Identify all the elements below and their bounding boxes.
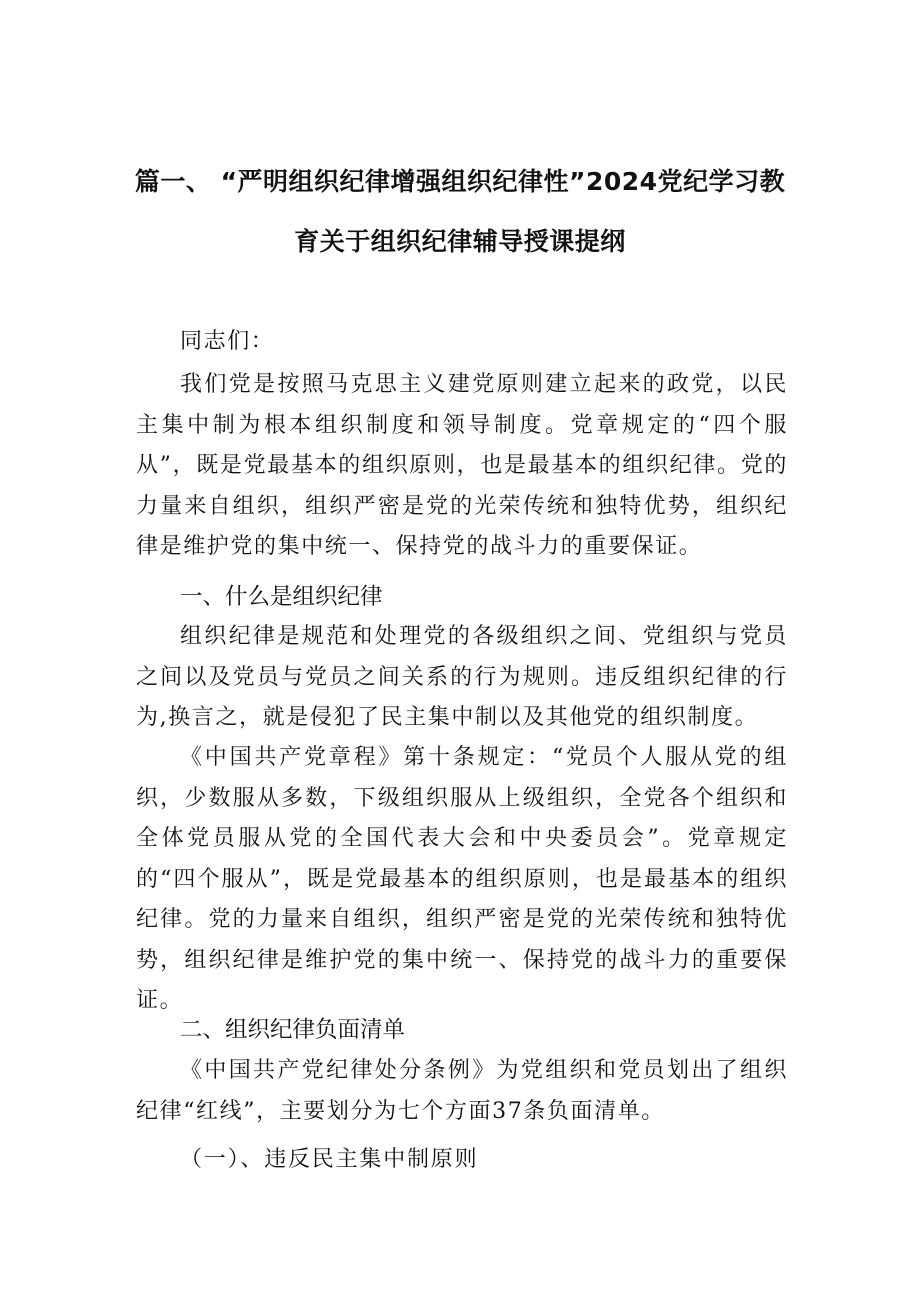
section-1-paragraph-1: 组织纪律是规范和处理党的各级组织之间、党组织与党员之间以及党员与党员之间关系的行为规则。违反组织纪律的行为,换言之，就是侵犯了民主集中制以及其他党的组织制度。	[136, 624, 788, 730]
section-2-heading: 二、组织纪律负面清单	[180, 1017, 406, 1043]
intro-paragraph: 我们党是按照马克思主义建党原则建立起来的政党，以民主集中制为根本组织制度和领导制度。党章规定的“四个服从”，既是党最基本的组织原则，也是最基本的组织纪律。党的力量来自组织，组织严密是党的光荣传统和独特优势，组织纪律是维护党的集中统一、保持党的战斗力的重要保证。	[136, 372, 788, 559]
document-title-line-1: 篇一、 “严明组织纪律增强组织纪律性”2024党纪学习教	[134, 167, 786, 196]
document-title-line-2: 育关于组织纪律辅导授课提纲	[294, 227, 626, 256]
section-2-heading-block	[136, 1010, 788, 1051]
section-2-subheading-1: （一）、违反民主集中制原则	[180, 1147, 479, 1172]
salutation-block	[136, 322, 788, 363]
salutation: 同志们：	[180, 329, 275, 354]
section-2-sub-1-block	[136, 1140, 788, 1181]
section-1-paragraph-2: 《中国共产党章程》第十条规定：“党员个人服从党的组织，少数服从多数，下级组织服从上级组织，全党各个组织和全体党员服从党的全国代表大会和中央委员会”。党章规定的“四个服从”，既是党最基本的组织原则，也是最基本的组织纪律。党的力量来自组织，组织严密是党的光荣传统和独特优势，组织纪律是维护党的集中统一、保持党的战斗力的重要保证。	[136, 745, 788, 1013]
section-2-paragraph-1: 《中国共产党纪律处分条例》为党组织和党员划出了组织纪律“红线”，主要划分为七个方面37条负面清单。	[136, 1058, 788, 1124]
section-2-para-1-block	[136, 1051, 788, 1132]
section-1-para-2-block	[136, 738, 788, 1022]
intro-block	[136, 365, 788, 568]
section-1-heading-block	[136, 577, 788, 618]
section-1-heading: 一、什么是组织纪律	[180, 584, 383, 610]
section-1-para-1-block	[136, 617, 788, 739]
